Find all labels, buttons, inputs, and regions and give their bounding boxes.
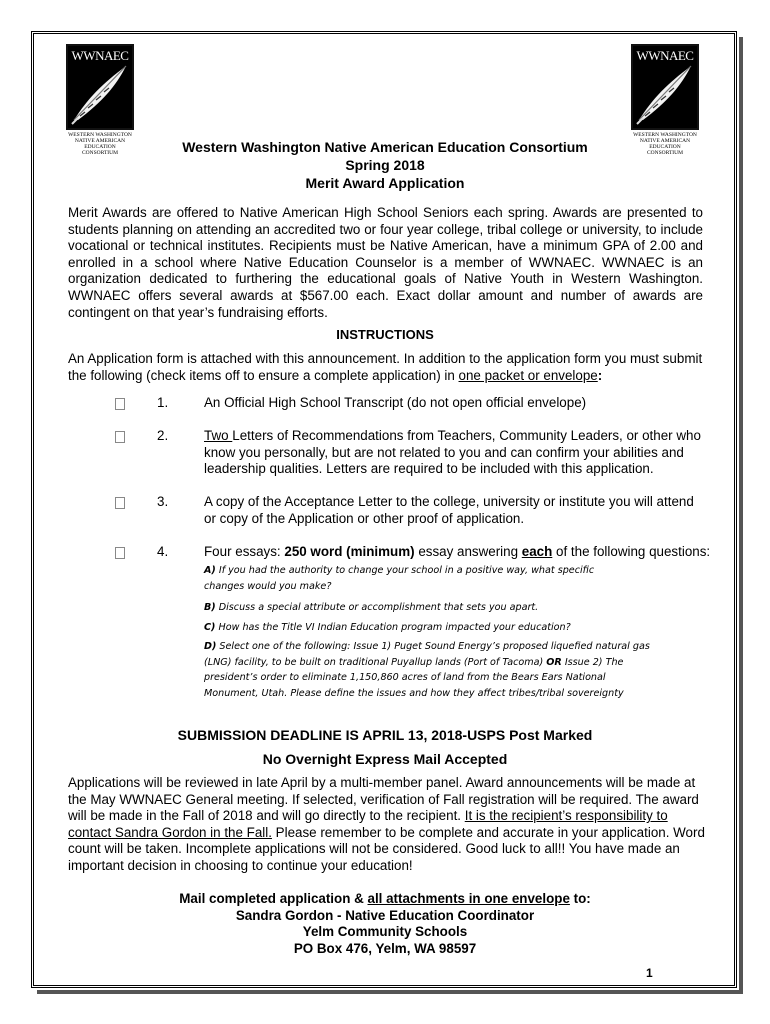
checkbox[interactable]	[115, 497, 125, 509]
instructions-title: INSTRUCTIONS	[336, 327, 434, 342]
essay-question-b: B) Discuss a special attribute or accomplishment that sets you apart.	[204, 602, 539, 613]
wwnaec-logo-right	[631, 44, 699, 156]
review-paragraph: Applications will be reviewed in late April by a multi-member panel. Award announcements will be made at the May WWNAEC General meeting. If selected, verification of Fall registration will be required. The award will be made in the Fall of 2018 and will go directly to the recipient. It is the recipient’s responsibility to contact Sandra Gordon in the Fall. Please remember to be complete and accurate in your application. Word count will be taken. Incomplete applications will not be considered. Good luck to all!! You have made an important decision in choosing to continue your education!	[68, 775, 705, 873]
checkbox[interactable]	[115, 398, 125, 410]
term-title: Spring 2018	[345, 157, 425, 173]
mail-recipient: Sandra Gordon - Native Education Coordinator	[235, 907, 535, 923]
logo-caption: WESTERN WASHINGTON NATIVE AMERICAN EDUCATION CONSORTIUM	[68, 132, 132, 156]
mailing-block	[0, 891, 770, 957]
mail-instructions: Mail completed application & all attachments in one envelope to:	[179, 891, 591, 906]
logo-acronym: WWNAEC	[636, 48, 694, 63]
logo-acronym: WWNAEC	[71, 48, 129, 63]
mail-address: PO Box 476, Yelm, WA 98597	[293, 940, 477, 956]
instructions-paragraph: An Application form is attached with this announcement. In addition to the application form you must submit the following (check items off to ensure a complete application) in one packet or envelope:	[68, 351, 703, 383]
form-title: Merit Award Application	[305, 175, 465, 191]
submission-deadline: SUBMISSION DEADLINE IS APRIL 13, 2018-USPS Post Marked	[177, 727, 593, 743]
wwnaec-logo-left	[66, 44, 134, 156]
feather-icon	[633, 46, 697, 128]
checkbox[interactable]	[115, 547, 125, 559]
mail-organization: Yelm Community Schools	[302, 924, 468, 940]
logo-caption: WESTERN WASHINGTON NATIVE AMERICAN EDUCATION CONSORTIUM	[633, 132, 697, 156]
feather-icon	[68, 46, 132, 128]
document-header	[100, 138, 670, 192]
essay-question-c: C) How has the Title VI Indian Education program impacted your education?	[204, 622, 571, 633]
intro-paragraph: Merit Awards are offered to Native American High School Seniors each spring. Awards are presented to students planning on attending an accredited two or four year college, tribal college or university, to include vocational or technical institutes. Recipients must be Native American, have a minimum GPA of 2.00 and enrolled in a school where Native Education Counselor is a member of WWNAEC. WWNAEC is an organization dedicated to furthering the educational goals of Native Youth in Western Washington. WWNAEC offers several awards at $567.00 each. Exact dollar amount and number of awards are contingent on that year’s fundraising efforts.	[68, 205, 703, 320]
page-number: 1	[646, 966, 653, 980]
no-overnight-notice: No Overnight Express Mail Accepted	[262, 751, 508, 767]
essay-question-d: D) Select one of the following: Issue 1) Puget Sound Energy’s proposed liquefied natural gas (LNG) facility, to be built on traditional Puyallup lands (Port of Tacoma) OR Issue 2) The president’s order to eliminate 1,150,860 acres of land from the Bears Ears National Monument, Utah. Please define the issues and how they affect tribes/tribal sovereignty	[204, 641, 650, 699]
checkbox[interactable]	[115, 431, 125, 443]
essay-question-a: A) If you had the authority to change your school in a positive way, what specific changes would you make?	[204, 565, 595, 592]
organization-title: Western Washington Native American Education Consortium	[182, 139, 588, 155]
